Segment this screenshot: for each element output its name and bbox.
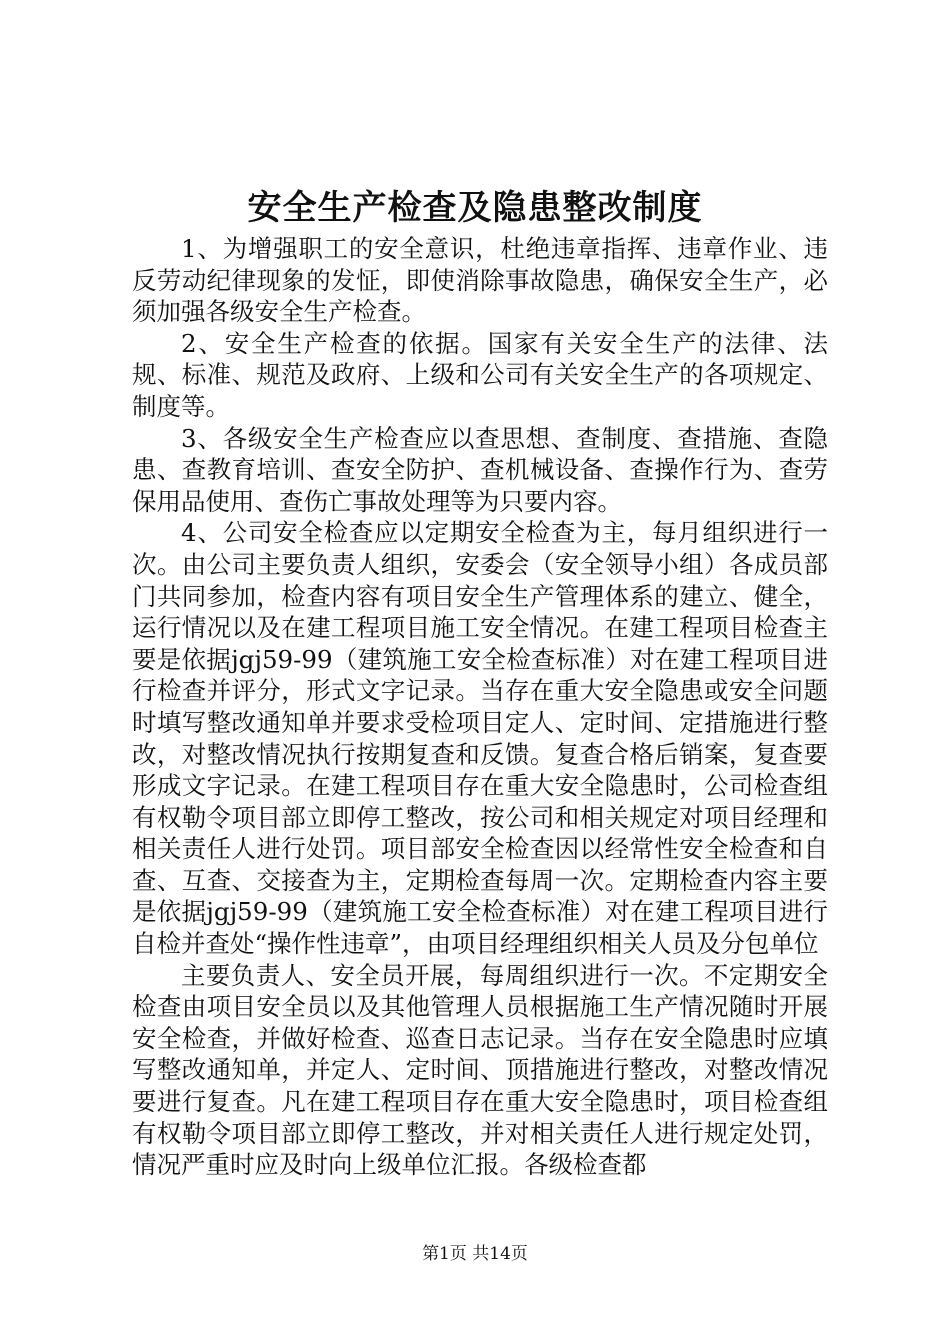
paragraph-2: 2、安全生产检查的依据。国家有关安全生产的法律、法规、标准、规范及政府、上级和公司有关安全生产的各项规定、制度等。 xyxy=(132,328,828,421)
paragraph-1: 1、为增强职工的安全意识，杜绝违章指挥、违章作业、违反劳动纪律现象的发怔，即使消除事故隐患，确保安全生产，必须加强各级安全生产检查。 xyxy=(132,234,828,327)
page-number-footer: 第1页 共14页 xyxy=(422,1244,528,1264)
paragraph-3: 3、各级安全生产检查应以查思想、查制度、查措施、查隐患、查教育培训、查安全防护、查机械设备、查操作行为、查劳保用品使用、查伤亡事故处理等为只要内容。 xyxy=(132,423,828,516)
document-body xyxy=(132,233,828,1181)
document-title: 安全生产检查及隐患整改制度 xyxy=(247,188,703,228)
paragraph-4: 4、公司安全检查应以定期安全检查为主，每月组织进行一次。由公司主要负责人组织，安委会（安全领导小组）各成员部门共同参加，检查内容有项目安全生产管理体系的建立、健全，运行情况以及在建工程项目施工安全情况。在建工程项目检查主要是依据jgj59-99（建筑施工安全检查标准）对在建工程项目进行检查并评分，形式文字记录。当存在重大安全隐患或安全问题时填写整改通知单并要求受检项目定人、定时间、定措施进行整改，对整改情况执行按期复查和反馈。复查合格后销案，复查要形成文字记录。在建工程项目存在重大安全隐患时，公司检查组有权勒令项目部立即停工整改，按公司和相关规定对项目经理和相关责任人进行处罚。项目部安全检查因以经常性安全检查和自查、互查、交接查为主，定期检查每周一次。定期检查内容主要是依据jgj59-99（建筑施工安全检查标准）对在建工程项目进行自检并查处“操作性违章”，由项目经理组织相关人员及分包单位 xyxy=(132,518,828,959)
paragraph-5: 主要负责人、安全员开展，每周组织进行一次。不定期安全检查由项目安全员以及其他管理人员根据施工生产情况随时开展安全检查，并做好检查、巡查日志记录。当存在安全隐患时应填写整改通知单，并定人、定时间、顶措施进行整改，对整改情况要进行复查。凡在建工程项目存在重大安全隐患时，项目检查组有权勒令项目部立即停工整改，并对相关责任人进行规定处罚，情况严重时应及时向上级单位汇报。各级检查都 xyxy=(132,960,828,1180)
